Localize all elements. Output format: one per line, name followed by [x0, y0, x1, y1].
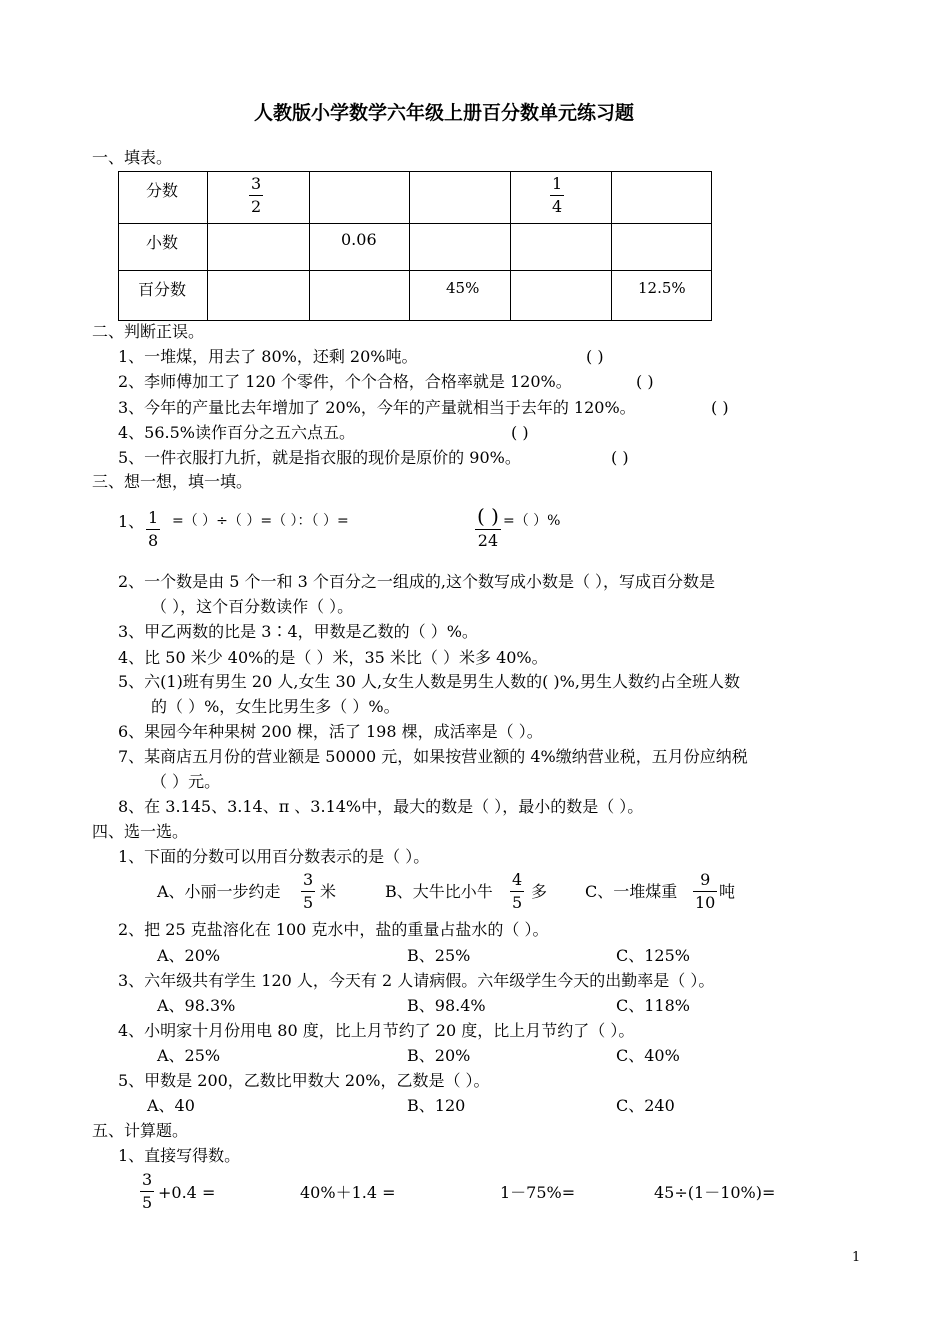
fraction-bar: [510, 891, 524, 892]
fill-item: 5、六(1)班有男生 20 人,女生 30 人,女生人数是男生人数的( )%,男生人数约占全班人数: [118, 672, 740, 691]
choice-question: 5、甲数是 200，乙数比甲数大 20%，乙数是（ ）。: [118, 1071, 490, 1090]
table-cell: [410, 271, 511, 321]
option-a[interactable]: A、25%: [157, 1046, 221, 1065]
option-b[interactable]: B、20%: [407, 1046, 471, 1065]
calc-expression: +0.4 =: [158, 1183, 216, 1202]
table-cell: [612, 271, 712, 321]
fraction: [693, 872, 717, 911]
answer-paren[interactable]: ( ): [611, 448, 629, 467]
fill-item: 8、在 3.145、3.14、π 、3.14%中，最大的数是（ ），最小的数是（ ）。: [118, 797, 644, 816]
table-cell[interactable]: [208, 224, 310, 271]
judge-item: 3、今年的产量比去年增加了 20%，今年的产量就相当于去年的 120%。: [118, 398, 636, 417]
sub-heading: 1、直接写得数。: [118, 1146, 241, 1165]
numerator: 1: [552, 174, 563, 193]
section-heading-2: 二、判断正误。: [92, 322, 205, 341]
fill-item: 2、一个数是由 5 个一和 3 个百分之一组成的,这个数写成小数是（ ），写成百分数是: [118, 572, 716, 591]
option-text: C、一堆煤重: [585, 882, 678, 901]
calc-expression: 1－75%=: [500, 1183, 576, 1202]
row-label-decimal: 小数: [146, 233, 179, 252]
calc-expression: 40%＋1.4 =: [300, 1183, 396, 1202]
choice-question: 4、小明家十月份用电 80 度，比上月节约了 20 度，比上月节约了（ ）。: [118, 1021, 635, 1040]
fraction-bar: [301, 891, 315, 892]
fraction-bar: [550, 195, 564, 196]
option-text: B、大牛比小牛: [385, 882, 493, 901]
denominator: 4: [552, 197, 563, 216]
section-heading-5: 五、计算题。: [92, 1121, 189, 1140]
fraction-bar: [146, 529, 160, 530]
fill-item: （ ）元。: [151, 772, 221, 791]
choice-question: 3、六年级共有学生 120 人，今天有 2 人请病假。六年级学生今天的出勤率是（ ）。: [118, 971, 715, 990]
option-c[interactable]: C、240: [616, 1096, 675, 1115]
option-unit: 多: [531, 882, 548, 901]
option-c[interactable]: C、40%: [616, 1046, 680, 1065]
judge-item: 1、一堆煤，用去了 80%，还剩 20%吨。: [118, 347, 418, 366]
table-cell[interactable]: [310, 271, 410, 321]
fraction-bar: [249, 195, 263, 196]
choice-question: 1、下面的分数可以用百分数表示的是（ ）。: [118, 847, 430, 866]
table-cell: [119, 172, 208, 224]
fraction: [510, 872, 524, 911]
table-cell[interactable]: [310, 172, 410, 224]
fraction: [146, 510, 160, 549]
page-title: 人教版小学数学六年级上册百分数单元练习题: [254, 102, 635, 124]
fill-item: 6、果园今年种果树 200 棵，活了 198 棵，成活率是（ ）。: [118, 722, 543, 741]
numerator: 9: [700, 870, 711, 889]
option-c[interactable]: C、118%: [616, 996, 690, 1015]
item-number: 1、: [118, 512, 145, 531]
numerator: 1: [148, 508, 159, 527]
section-heading-3: 三、想一想，填一填。: [92, 472, 253, 491]
fraction: [140, 1172, 154, 1211]
section-heading-1: 一、填表。: [92, 148, 173, 167]
option-c[interactable]: C、125%: [616, 946, 690, 965]
denominator: 24: [477, 531, 499, 550]
denominator: 5: [142, 1193, 153, 1212]
option-c[interactable]: [585, 884, 677, 900]
fraction: [301, 872, 315, 911]
table-cell[interactable]: [511, 271, 612, 321]
answer-paren[interactable]: ( ): [511, 423, 529, 442]
fill-table: [118, 171, 712, 321]
table-cell: [119, 224, 208, 271]
section-heading-4: 四、选一选。: [92, 822, 189, 841]
row-label-percent: 百分数: [138, 280, 187, 299]
table-cell[interactable]: [612, 172, 712, 224]
table-cell[interactable]: [511, 224, 612, 271]
fill-item: 3、甲乙两数的比是 3∶4，甲数是乙数的（ ）%。: [118, 622, 478, 641]
table-cell[interactable]: [208, 271, 310, 321]
fraction-bar: [693, 891, 717, 892]
denominator: 8: [148, 531, 159, 550]
table-fraction: [249, 176, 263, 215]
option-a[interactable]: A、40: [147, 1096, 195, 1115]
option-a[interactable]: A、98.3%: [157, 996, 236, 1015]
denominator: 2: [251, 197, 262, 216]
row-label-fraction: 分数: [146, 181, 179, 200]
decimal-value: 0.06: [341, 230, 377, 249]
fraction: [475, 506, 501, 549]
denominator: 5: [303, 893, 314, 912]
numerator: ( ): [477, 504, 499, 528]
percent-value: 45%: [446, 279, 480, 297]
page-number: 1: [852, 1250, 861, 1265]
option-a[interactable]: A、20%: [157, 946, 221, 965]
option-text: A、小丽一步约走: [157, 882, 281, 901]
fill-item: 7、某商店五月份的营业额是 50000 元，如果按营业额的 4%缴纳营业税，五月份应纳税: [118, 747, 748, 766]
denominator: 5: [512, 893, 523, 912]
answer-paren[interactable]: ( ): [636, 372, 654, 391]
fill-item: （ ），这个百分数读作（ ）。: [151, 597, 354, 616]
table-cell[interactable]: [612, 224, 712, 271]
option-b[interactable]: B、120: [407, 1096, 466, 1115]
option-b[interactable]: [385, 884, 493, 900]
fill-item: 的（ ）%，女生比男生多（ ）%。: [151, 697, 400, 716]
table-cell: [310, 224, 410, 271]
fraction-bar: [475, 529, 501, 530]
fraction-bar: [140, 1191, 154, 1192]
option-unit: 米: [320, 882, 337, 901]
numerator: 4: [512, 870, 523, 889]
fill-item: 4、比 50 米少 40%的是（ ）米，35 米比（ ）米多 40%。: [118, 648, 548, 667]
equation-chain: =（ ）÷（ ）=（ ）：（ ）=: [172, 513, 349, 529]
answer-paren[interactable]: ( ): [586, 347, 604, 366]
judge-item: 2、李师傅加工了 120 个零件，个个合格，合格率就是 120%。: [118, 372, 572, 391]
numerator: 3: [142, 1170, 153, 1189]
table-cell[interactable]: [410, 224, 511, 271]
option-b[interactable]: B、98.4%: [407, 996, 486, 1015]
answer-paren[interactable]: ( ): [711, 398, 729, 417]
option-b[interactable]: B、25%: [407, 946, 471, 965]
judge-item: 5、一件衣服打九折，就是指衣服的现价是原价的 90%。: [118, 448, 521, 467]
choice-question: 2、把 25 克盐溶化在 100 克水中，盐的重量占盐水的（ ）。: [118, 920, 549, 939]
denominator: 10: [695, 893, 716, 912]
judge-item: 4、56.5%读作百分之五六点五。: [118, 423, 356, 442]
table-fraction: [550, 176, 564, 215]
table-cell[interactable]: [410, 172, 511, 224]
option-a[interactable]: [157, 884, 281, 900]
percent-value: 12.5%: [638, 279, 686, 297]
calc-expression: 45÷(1－10%)=: [654, 1183, 776, 1202]
equation-end: =（ ）%: [503, 513, 561, 529]
numerator: 3: [251, 174, 262, 193]
table-cell: [119, 271, 208, 321]
numerator: 3: [303, 870, 314, 889]
option-unit: 吨: [719, 882, 736, 901]
